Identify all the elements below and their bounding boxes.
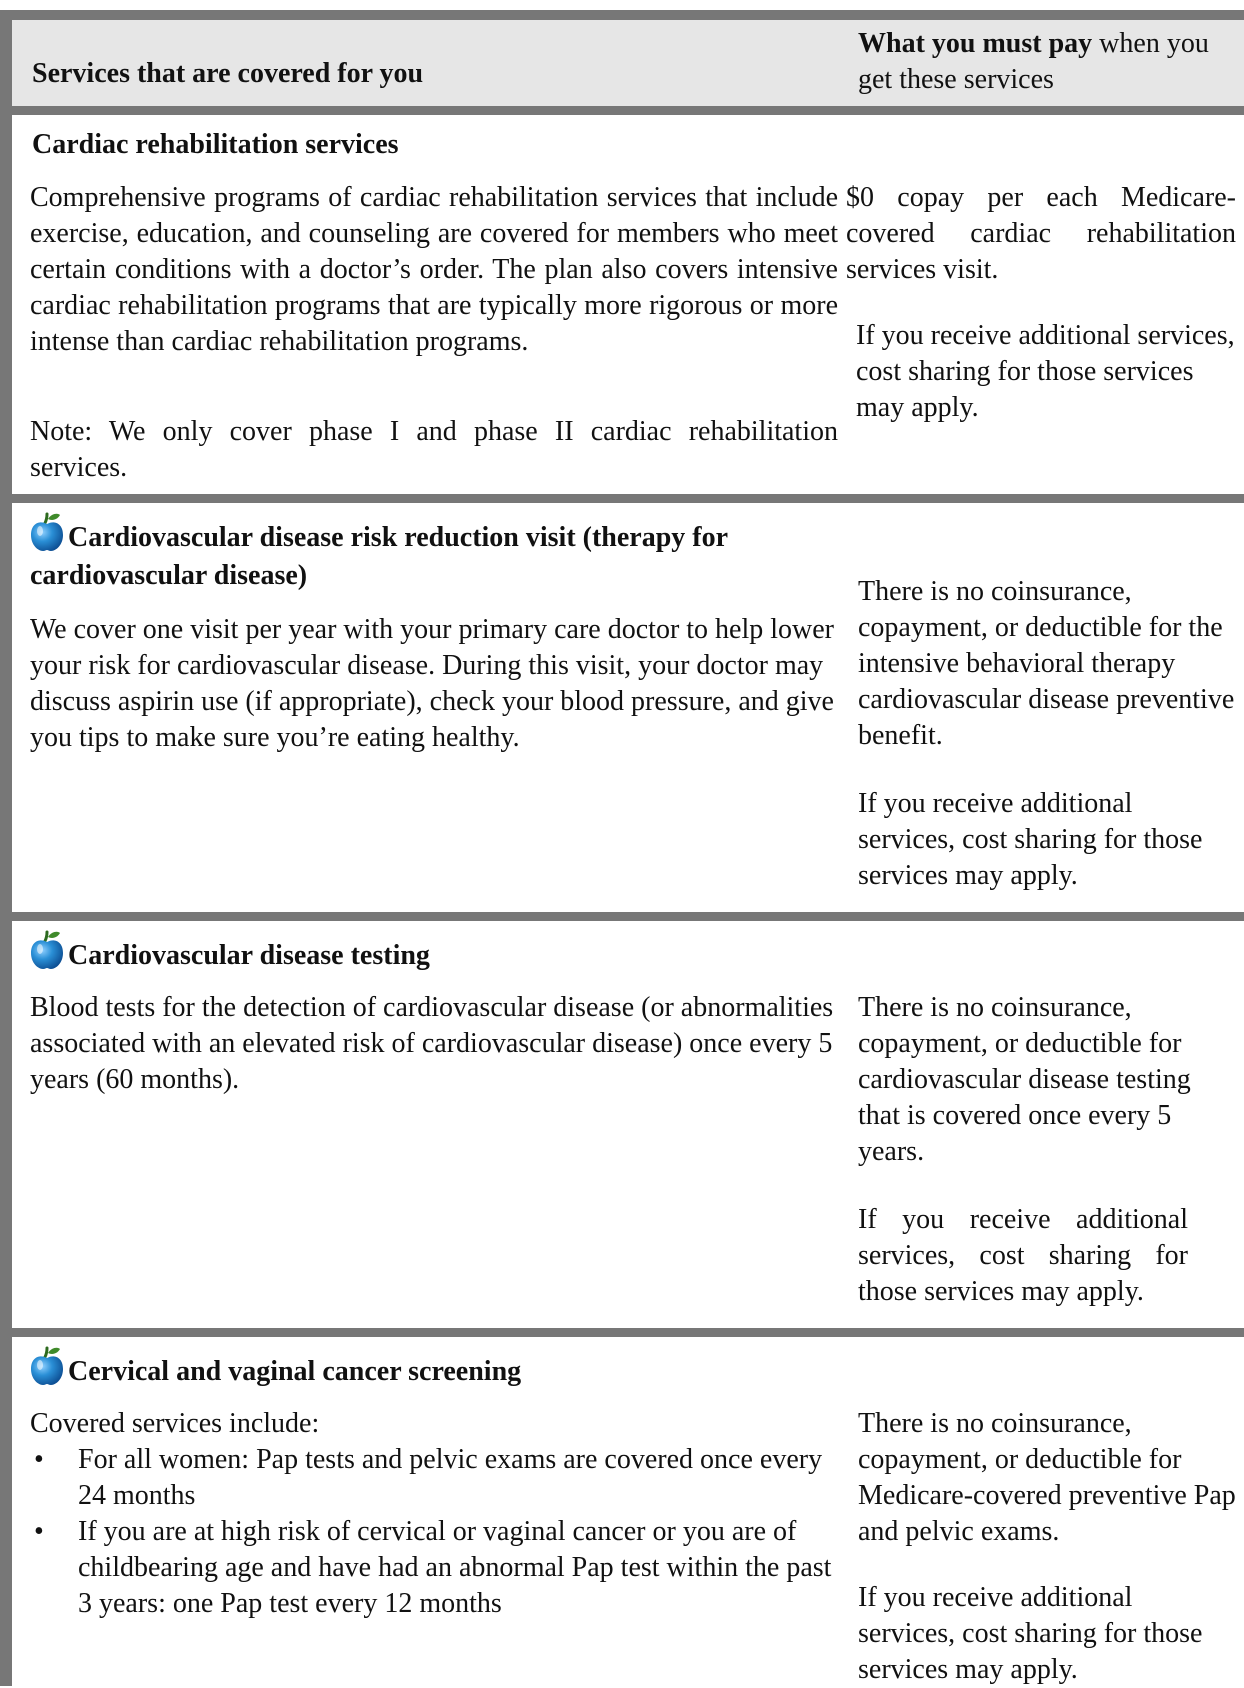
row-title: Cardiac rehabilitation services — [32, 129, 399, 160]
row-divider — [12, 912, 1244, 921]
row-description: We cover one visit per year with your primary care doctor to help lower your risk for cardiovascular disease. During this visit, your doctor may discuss aspirin use (if appropriate), check your blood pressure, and give you tips to make sure you’re eating healthy. — [30, 614, 835, 753]
row-title-text: Cardiovascular disease testing — [68, 940, 430, 971]
apple-icon — [30, 510, 64, 552]
row-note: Note: We only cover phase I and phase II cardiac rehabilitation services. — [30, 416, 838, 483]
list-item: • For all women: Pap tests and pelvic exams are covered once every 24 months — [30, 1442, 838, 1514]
bullet-list — [30, 1442, 838, 1622]
row-title — [30, 928, 430, 975]
row-cost-additional: If you receive additional services, cost sharing for those services may apply. — [858, 1582, 1203, 1685]
list-item: • If you are at high risk of cervical or vaginal cancer or you are of childbearing age and have had an abnormal Pap test within the past 3 years: one Pap test every 12 months — [30, 1514, 838, 1622]
table-header — [12, 20, 1244, 106]
row-intro: Covered services include: — [30, 1408, 320, 1439]
row-cost-additional: If you receive additional services, cost sharing for those services may apply. — [856, 320, 1235, 423]
row-title-text: Cardiovascular disease risk reduction visit (therapy for cardiovascular disease) — [30, 522, 728, 591]
row-cost-additional: If you receive additional services, cost sharing for those services may apply. — [858, 1204, 1188, 1307]
header-what-you-pay-rest: when you get these services — [858, 28, 1209, 95]
row-divider — [12, 106, 1244, 115]
row-cost: There is no coinsurance, copayment, or deductible for the intensive behavioral therapy cardiovascular disease preventive benefit. — [858, 576, 1235, 751]
row-cost-additional: If you receive additional services, cost sharing for those services may apply. — [858, 788, 1203, 891]
row-cost: $0 copay per each Medicare-covered cardiac rehabilitation services visit. — [846, 182, 1236, 285]
header-what-you-pay — [858, 26, 1244, 98]
header-services-covered: Services that are covered for you — [32, 58, 424, 89]
row-description: Blood tests for the detection of cardiovascular disease (or abnormalities associated with an elevated risk of cardiovascular disease) once every 5 years (60 months). — [30, 992, 834, 1095]
apple-icon — [30, 928, 64, 970]
row-divider — [12, 1328, 1244, 1337]
apple-icon — [30, 1344, 64, 1386]
row-description: Comprehensive programs of cardiac rehabilitation services that include exercise, education, and counseling are covered for members who meet certain conditions with a doctor’s order. The plan also covers intensive cardiac rehabilitation programs that are typically more rigorous or more intense than cardiac rehabilitation programs. — [30, 182, 838, 357]
header-what-you-pay-bold: What you must pay — [858, 28, 1093, 59]
row-title-text: Cervical and vaginal cancer screening — [68, 1356, 522, 1387]
row-divider — [12, 494, 1244, 503]
row-title — [30, 1344, 521, 1391]
row-title — [30, 510, 850, 595]
row-cost: There is no coinsurance, copayment, or deductible for Medicare-covered preventive Pap and pelvic exams. — [858, 1408, 1236, 1547]
row-cost: There is no coinsurance, copayment, or deductible for cardiovascular disease testing that is covered once every 5 years. — [858, 992, 1191, 1167]
